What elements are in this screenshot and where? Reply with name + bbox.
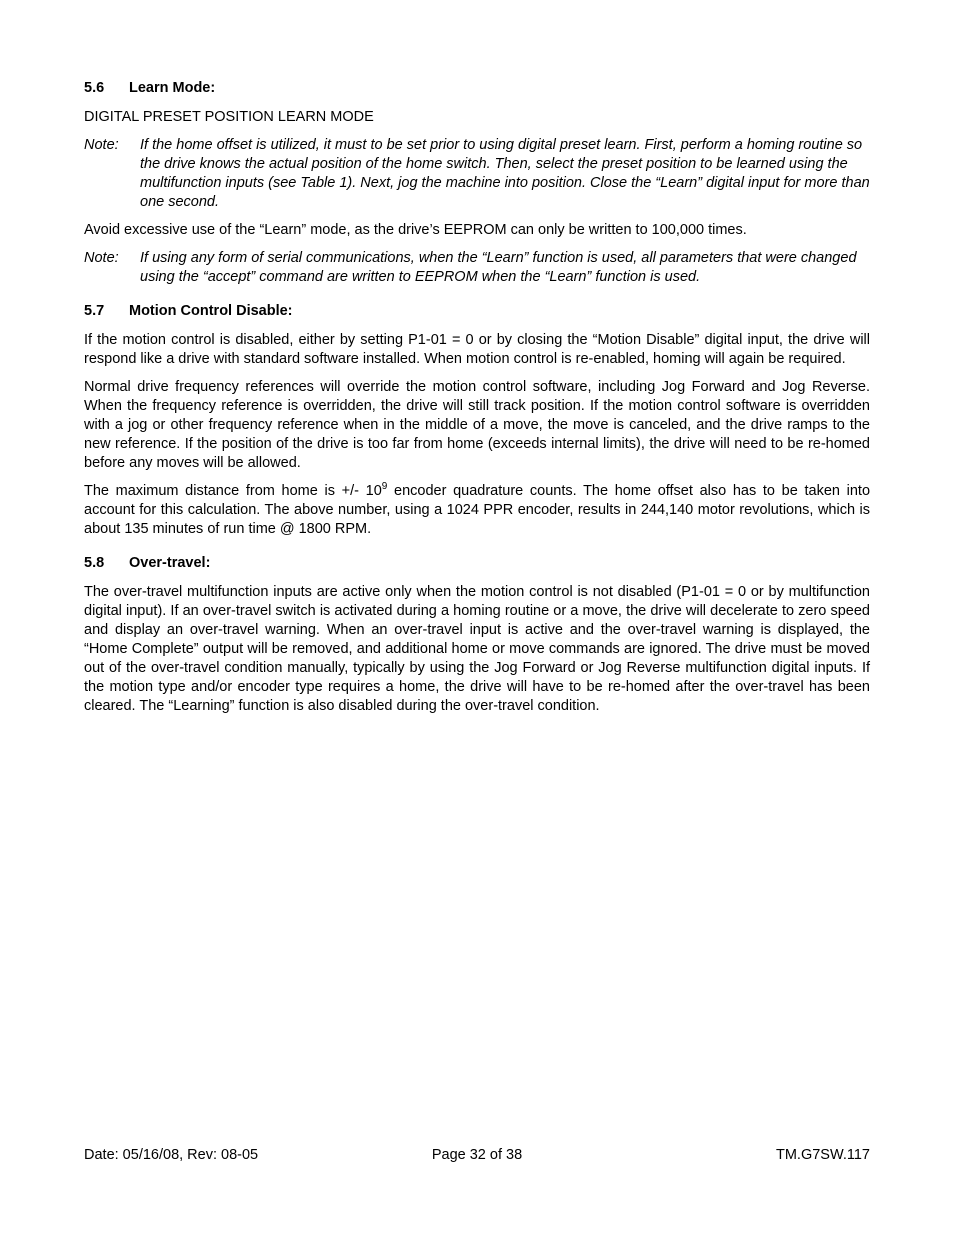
section-title: Motion Control Disable: <box>129 303 293 319</box>
note-text: If the home offset is utilized, it must to be set prior to using digital preset learn. First, perform a homing routine so the drive knows the actual position of the home switch. Then, select the preset position to be learned using the multifunction inputs (see Table 1). Next, jog the machine into position. Close the “Learn” digital input for more than one second. <box>140 137 870 210</box>
section-5-6-heading <box>84 79 870 98</box>
section-number: 5.7 <box>84 303 105 319</box>
subheading: DIGITAL PRESET POSITION LEARN MODE <box>84 109 374 125</box>
note-block <box>84 249 870 287</box>
section-title: Over-travel: <box>129 555 211 571</box>
note-label: Note: <box>84 250 119 266</box>
note-block <box>84 136 870 212</box>
note-text: If using any form of serial communications, when the “Learn” function is used, all parameters that were changed using the “accept” command are written to EEPROM when the “Learn” function is used. <box>140 250 857 285</box>
footer-doc-id: TM.G7SW.117 <box>775 1147 870 1163</box>
paragraph: Avoid excessive use of the “Learn” mode, as the drive’s EEPROM can only be written to 100,000 times. <box>84 222 747 238</box>
note-label: Note: <box>84 137 119 153</box>
document-body <box>84 79 870 725</box>
superscript: 9 <box>381 481 388 492</box>
section-5-8-heading <box>84 554 870 573</box>
paragraph: Normal drive frequency references will override the motion control software, including Jog Forward and Jog Reverse. When the frequency reference is overridden, the drive will still track position. If the motion control software is overridden with a jog or other frequency reference when in the middle of a move, the move is canceled, and the drive ramps to the new reference. If the position of the drive is too far from home (exceeds internal limits), the drive will need to be re-homed before any moves will be allowed. <box>84 379 870 471</box>
paragraph <box>84 482 870 539</box>
text-run: encoder quadrature counts. The home offset also has to be taken into account for this calculation. The above number, using a 1024 PPR encoder, results in 244,140 motor revolutions, which is about 135 minutes of run time @ 1800 RPM. <box>84 483 871 537</box>
section-title: Learn Mode: <box>129 80 216 96</box>
paragraph: If the motion control is disabled, either by setting P1-01 = 0 or by closing the “Motion Disable” digital input, the drive will respond like a drive with standard software installed. When motion control is re-enabled, homing will again be required. <box>84 332 870 367</box>
section-number: 5.8 <box>84 555 105 571</box>
section-5-7-heading <box>84 302 870 321</box>
page-footer <box>84 1146 870 1165</box>
section-number: 5.6 <box>84 80 105 96</box>
footer-date: Date: 05/16/08, Rev: 08-05 <box>84 1147 259 1163</box>
footer-page-number: Page 32 of 38 <box>431 1147 523 1163</box>
text-run: The maximum distance from home is +/- 10 <box>84 483 382 499</box>
paragraph: The over-travel multifunction inputs are active only when the motion control is not disabled (P1-01 = 0 or by multifunction digital input). If an over-travel switch is activated during a homing routine or a move, the drive will decelerate to zero speed and display an over-travel warning. When an over-travel input is active and the over-travel warning is displayed, the “Home Complete” output will be removed, and additional home or move commands are ignored. The drive must be moved out of the over-travel condition manually, typically by using the Jog Forward or Jog Reverse multifunction digital inputs. If the motion type and/or encoder type requires a home, the drive will have to be re-homed after the over-travel has been cleared. The “Learning” function is also disabled during the over-travel condition. <box>84 584 870 714</box>
